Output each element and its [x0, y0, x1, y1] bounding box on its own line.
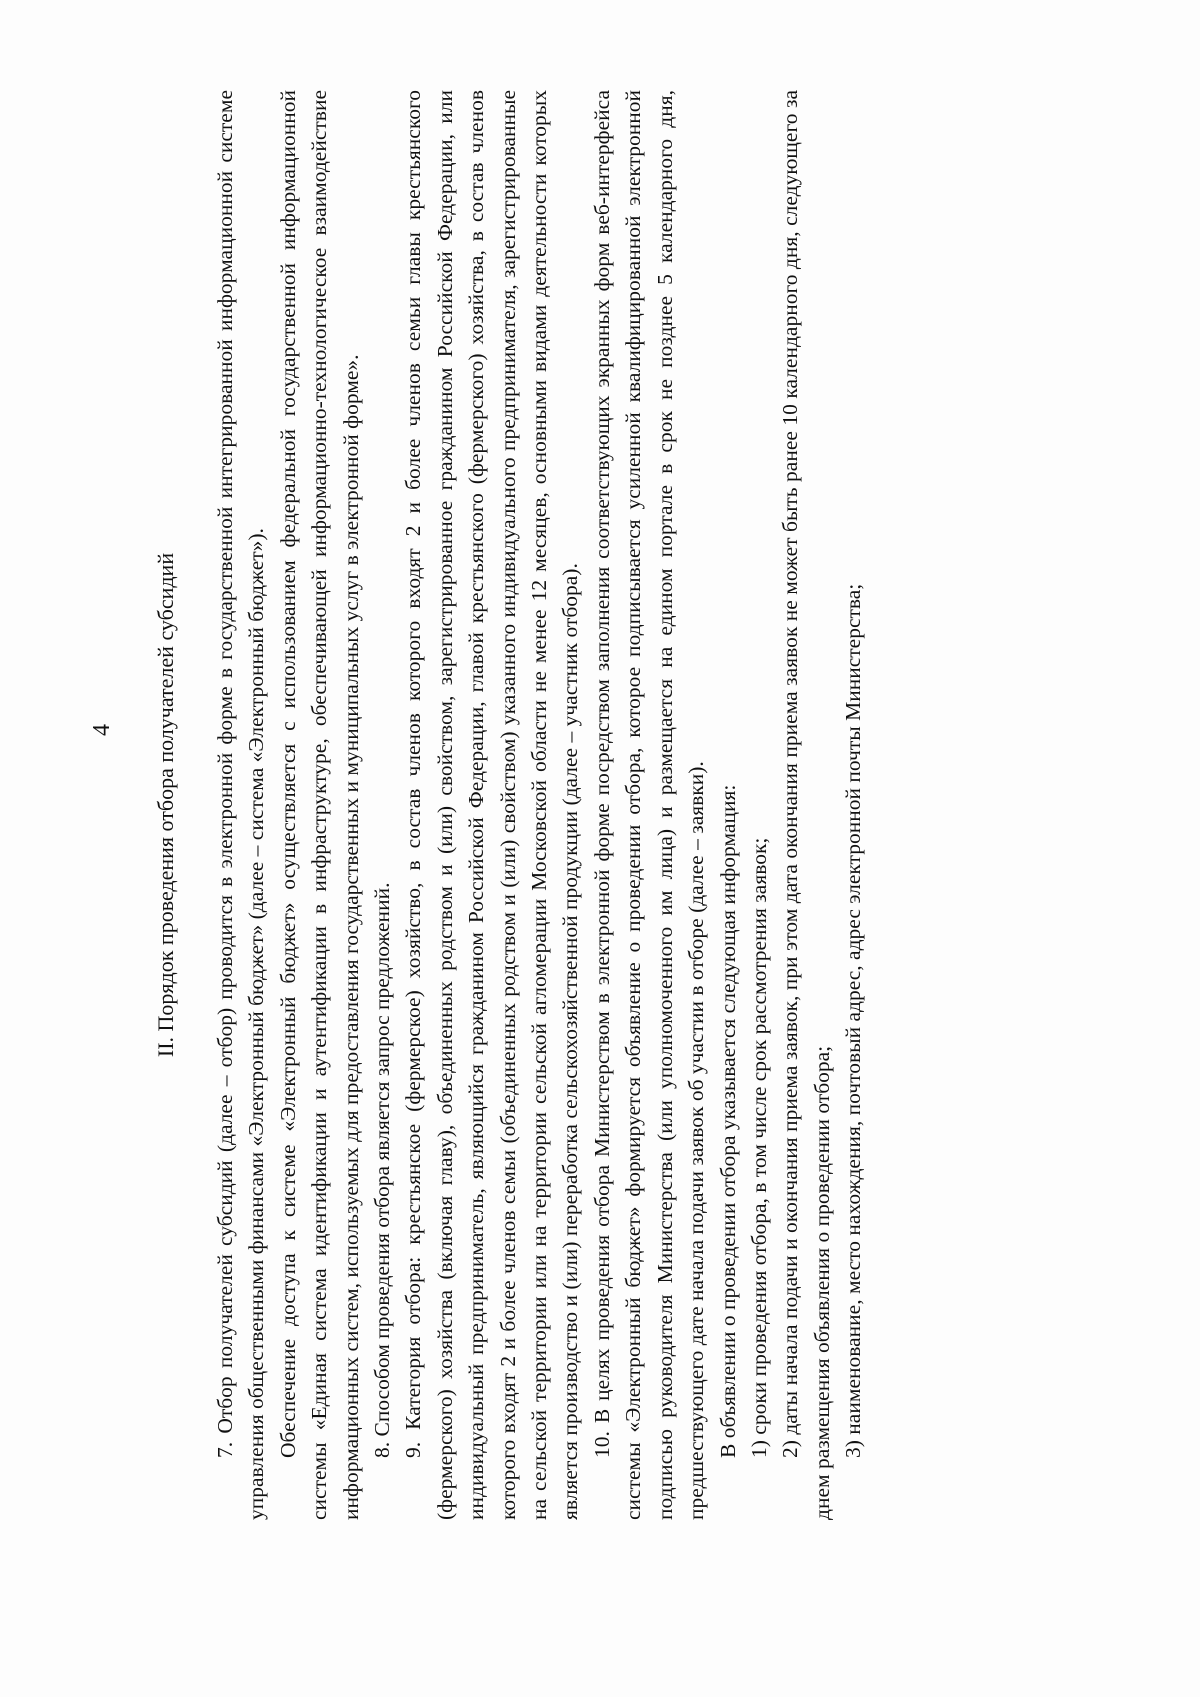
- paragraph-9: 9. Категория отбора: крестьянское (фермерское) хозяйство, в состав членов которого входят 2 и более членов семьи главы крестьянского (фермерского) хозяйства (включая главу), объединенных родством и (или) свойством, зарегистрированное гражданином Российской Федерации, или индивидуальный предприниматель, являющийся гражданином Российской Федерации, главой крестьянского (фермерского) хозяйства, в состав членов которого входят 2 и более членов семьи (объединенных родством и (или) свойством) указанного индивидуального предпринимателя, зарегистрированные на сельской территории или на территории сельской агломерации Московской области не менее 12 месяцев, основными видами деятельности которых является производство и (или) переработка сельскохозяйственной продукции (далее – участник отбора).: [401, 90, 583, 1520]
- list-item-1: 1) сроки проведения отбора, в том числе срок рассмотрения заявок;: [746, 837, 771, 1458]
- paragraph-7: 7. Отбор получателей субсидий (далее – отбор) проводится в электронной форме в государственной интегрированной информационной системе управления общественными финансами «Электронный бюджет» (далее – система «Электронный бюджет»).: [213, 90, 269, 1520]
- paragraph-10: 10. В целях проведения отбора Министерством в электронной форме посредством заполнения соответствующих экранных форм веб-интерфейса системы «Электронный бюджет» формируется объявление о проведении отбора, которое подписывается усиленной квалифицированной электронной подписью руководителя Министерства (или уполномоченного им лица) и размещается на едином портале в срок не позднее 5 календарного дня, предшествующего дате начала подачи заявок об участии в отборе (далее – заявки).: [589, 90, 709, 1520]
- page-number: 4: [89, 724, 115, 736]
- paragraph-announcement-info: В объявлении о проведении отбора указывается следующая информация:: [715, 784, 740, 1458]
- section-heading: II. Порядок проведения отбора получателей субсидий: [153, 552, 178, 1058]
- rotated-page-content: [89, 90, 1080, 1520]
- list-item-2: 2) даты начала подачи и окончания приема заявок, при этом дата окончания приема заявок не может быть ранее 10 календарного дня, следующего за днем размещения объявления о проведении отбора;: [778, 90, 834, 1520]
- list-item-3: 3) наименование, место нахождения, почтовый адрес, адрес электронной почты Министерства;: [841, 583, 866, 1458]
- paragraph-access: Обеспечение доступа к системе «Электронный бюджет» осуществляется с использованием федеральной государственной информационной системы «Единая система идентификации и аутентификации в инфраструктуре, обеспечивающей информационно-технологическое взаимодействие информационных систем, используемых для предоставления государственных и муниципальных услуг в электронной форме».: [275, 90, 363, 1520]
- document-body: [210, 90, 870, 1520]
- paragraph-8: 8. Способом проведения отбора является запрос предложений.: [370, 882, 395, 1458]
